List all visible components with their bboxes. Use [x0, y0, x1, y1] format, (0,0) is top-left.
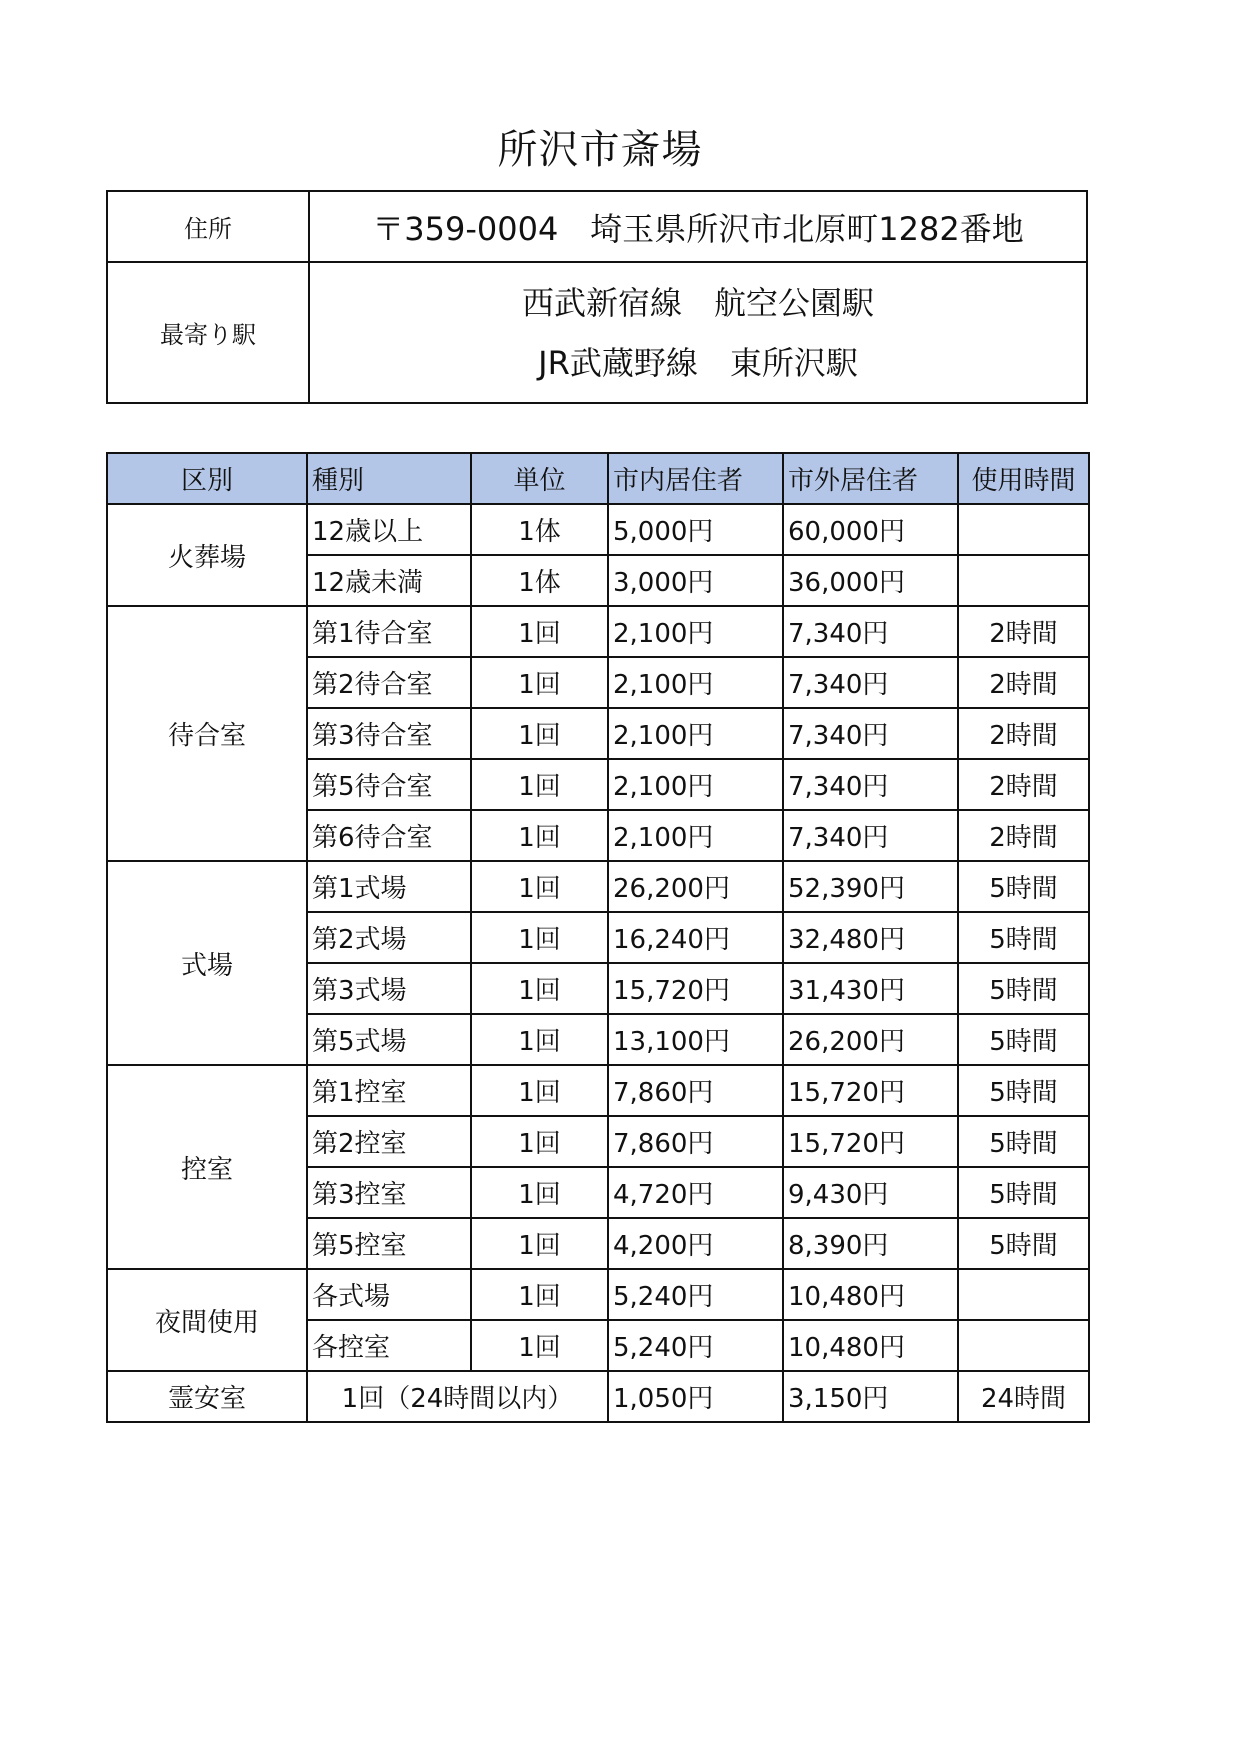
- resident-fee-cell: 5,240円: [608, 1269, 783, 1320]
- unit-cell: 1回: [471, 1269, 608, 1320]
- usage-time-cell: [958, 555, 1089, 606]
- table-row: [107, 504, 1089, 555]
- type-cell: 第1待合室: [307, 606, 471, 657]
- nonresident-fee-cell: 32,480円: [783, 912, 958, 963]
- usage-time-cell: [958, 504, 1089, 555]
- nonresident-fee-cell: 9,430円: [783, 1167, 958, 1218]
- category-cell: 式場: [107, 861, 307, 1065]
- facility-info-table: [106, 190, 1088, 404]
- usage-time-cell: 5時間: [958, 1014, 1089, 1065]
- nonresident-fee-cell: 26,200円: [783, 1014, 958, 1065]
- unit-cell: 1回: [471, 1116, 608, 1167]
- header-unit: 単位: [471, 453, 608, 504]
- nonresident-fee-cell: 36,000円: [783, 555, 958, 606]
- nonresident-fee-cell: 7,340円: [783, 759, 958, 810]
- resident-fee-cell: 5,240円: [608, 1320, 783, 1371]
- address-value: 〒359-0004 埼玉県所沢市北原町1282番地: [309, 191, 1087, 262]
- usage-time-cell: 2時間: [958, 606, 1089, 657]
- resident-fee-cell: 2,100円: [608, 606, 783, 657]
- table-row: [107, 861, 1089, 912]
- usage-time-cell: 5時間: [958, 861, 1089, 912]
- table-row: [107, 1065, 1089, 1116]
- header-usage-time: 使用時間: [958, 453, 1089, 504]
- usage-time-cell: 2時間: [958, 657, 1089, 708]
- usage-time-cell: [958, 1320, 1089, 1371]
- unit-cell: 1回: [471, 912, 608, 963]
- nonresident-fee-cell: 3,150円: [783, 1371, 958, 1422]
- type-cell: 第1控室: [307, 1065, 471, 1116]
- type-cell: 第3式場: [307, 963, 471, 1014]
- unit-cell: 1回: [471, 1014, 608, 1065]
- table-row: [107, 1371, 1089, 1422]
- unit-cell: 1回: [471, 1320, 608, 1371]
- usage-time-cell: 2時間: [958, 759, 1089, 810]
- nonresident-fee-cell: 60,000円: [783, 504, 958, 555]
- station-line-seibu: 西武新宿線 航空公園駅: [521, 283, 874, 322]
- category-cell: 霊安室: [107, 1371, 307, 1422]
- resident-fee-cell: 4,720円: [608, 1167, 783, 1218]
- resident-fee-cell: 2,100円: [608, 810, 783, 861]
- resident-fee-cell: 26,200円: [608, 861, 783, 912]
- nonresident-fee-cell: 15,720円: [783, 1065, 958, 1116]
- header-category: 区別: [107, 453, 307, 504]
- type-cell: 各式場: [307, 1269, 471, 1320]
- address-label: 住所: [107, 191, 309, 262]
- fee-table: [106, 452, 1090, 1423]
- usage-time-cell: 2時間: [958, 708, 1089, 759]
- resident-fee-cell: 4,200円: [608, 1218, 783, 1269]
- nonresident-fee-cell: 8,390円: [783, 1218, 958, 1269]
- page-title: 所沢市斎場: [497, 127, 703, 173]
- resident-fee-cell: 15,720円: [608, 963, 783, 1014]
- type-cell: 第5控室: [307, 1218, 471, 1269]
- type-cell: 第1式場: [307, 861, 471, 912]
- resident-fee-cell: 7,860円: [608, 1065, 783, 1116]
- station-line-jr: JR武蔵野線 東所沢駅: [538, 343, 858, 382]
- nonresident-fee-cell: 7,340円: [783, 657, 958, 708]
- nonresident-fee-cell: 10,480円: [783, 1320, 958, 1371]
- type-cell: 第5待合室: [307, 759, 471, 810]
- resident-fee-cell: 2,100円: [608, 657, 783, 708]
- unit-cell: 1回: [471, 606, 608, 657]
- nonresident-fee-cell: 52,390円: [783, 861, 958, 912]
- type-cell: 第2待合室: [307, 657, 471, 708]
- usage-time-cell: 5時間: [958, 1116, 1089, 1167]
- nonresident-fee-cell: 15,720円: [783, 1116, 958, 1167]
- nonresident-fee-cell: 31,430円: [783, 963, 958, 1014]
- unit-cell: 1回: [471, 1065, 608, 1116]
- table-row: [107, 606, 1089, 657]
- unit-cell: 1回: [471, 759, 608, 810]
- resident-fee-cell: 2,100円: [608, 708, 783, 759]
- unit-cell: 1回: [471, 963, 608, 1014]
- type-cell: 各控室: [307, 1320, 471, 1371]
- type-cell: 第5式場: [307, 1014, 471, 1065]
- resident-fee-cell: 2,100円: [608, 759, 783, 810]
- usage-time-cell: 5時間: [958, 1218, 1089, 1269]
- header-type: 種別: [307, 453, 471, 504]
- table-row: [107, 1269, 1089, 1320]
- usage-time-cell: [958, 1269, 1089, 1320]
- unit-cell: 1回: [471, 810, 608, 861]
- unit-cell: 1回: [471, 861, 608, 912]
- category-cell: 夜間使用: [107, 1269, 307, 1371]
- resident-fee-cell: 13,100円: [608, 1014, 783, 1065]
- unit-cell: 1回: [471, 1167, 608, 1218]
- type-cell: 12歳以上: [307, 504, 471, 555]
- usage-time-cell: 5時間: [958, 912, 1089, 963]
- nonresident-fee-cell: 7,340円: [783, 606, 958, 657]
- usage-time-cell: 5時間: [958, 963, 1089, 1014]
- fee-table-header-row: [107, 453, 1089, 504]
- unit-cell: 1回: [471, 708, 608, 759]
- usage-time-cell: 5時間: [958, 1065, 1089, 1116]
- type-cell: 第6待合室: [307, 810, 471, 861]
- category-cell: 火葬場: [107, 504, 307, 606]
- header-resident-fee: 市内居住者: [608, 453, 783, 504]
- station-row: [107, 262, 1087, 403]
- category-cell: 控室: [107, 1065, 307, 1269]
- type-cell: 第3控室: [307, 1167, 471, 1218]
- unit-cell: 1回: [471, 657, 608, 708]
- type-cell: 第2控室: [307, 1116, 471, 1167]
- nonresident-fee-cell: 7,340円: [783, 810, 958, 861]
- type-cell: 第2式場: [307, 912, 471, 963]
- resident-fee-cell: 3,000円: [608, 555, 783, 606]
- category-cell: 待合室: [107, 606, 307, 861]
- type-unit-cell: 1回（24時間以内）: [307, 1371, 608, 1422]
- type-cell: 12歳未満: [307, 555, 471, 606]
- nonresident-fee-cell: 7,340円: [783, 708, 958, 759]
- unit-cell: 1体: [471, 504, 608, 555]
- address-row: [107, 191, 1087, 262]
- usage-time-cell: 2時間: [958, 810, 1089, 861]
- resident-fee-cell: 1,050円: [608, 1371, 783, 1422]
- resident-fee-cell: 16,240円: [608, 912, 783, 963]
- unit-cell: 1体: [471, 555, 608, 606]
- type-cell: 第3待合室: [307, 708, 471, 759]
- header-nonresident-fee: 市外居住者: [783, 453, 958, 504]
- station-value: [309, 262, 1087, 403]
- nonresident-fee-cell: 10,480円: [783, 1269, 958, 1320]
- station-label: 最寄り駅: [107, 262, 309, 403]
- resident-fee-cell: 7,860円: [608, 1116, 783, 1167]
- usage-time-cell: 24時間: [958, 1371, 1089, 1422]
- usage-time-cell: 5時間: [958, 1167, 1089, 1218]
- fee-table-body: [107, 504, 1089, 1422]
- resident-fee-cell: 5,000円: [608, 504, 783, 555]
- unit-cell: 1回: [471, 1218, 608, 1269]
